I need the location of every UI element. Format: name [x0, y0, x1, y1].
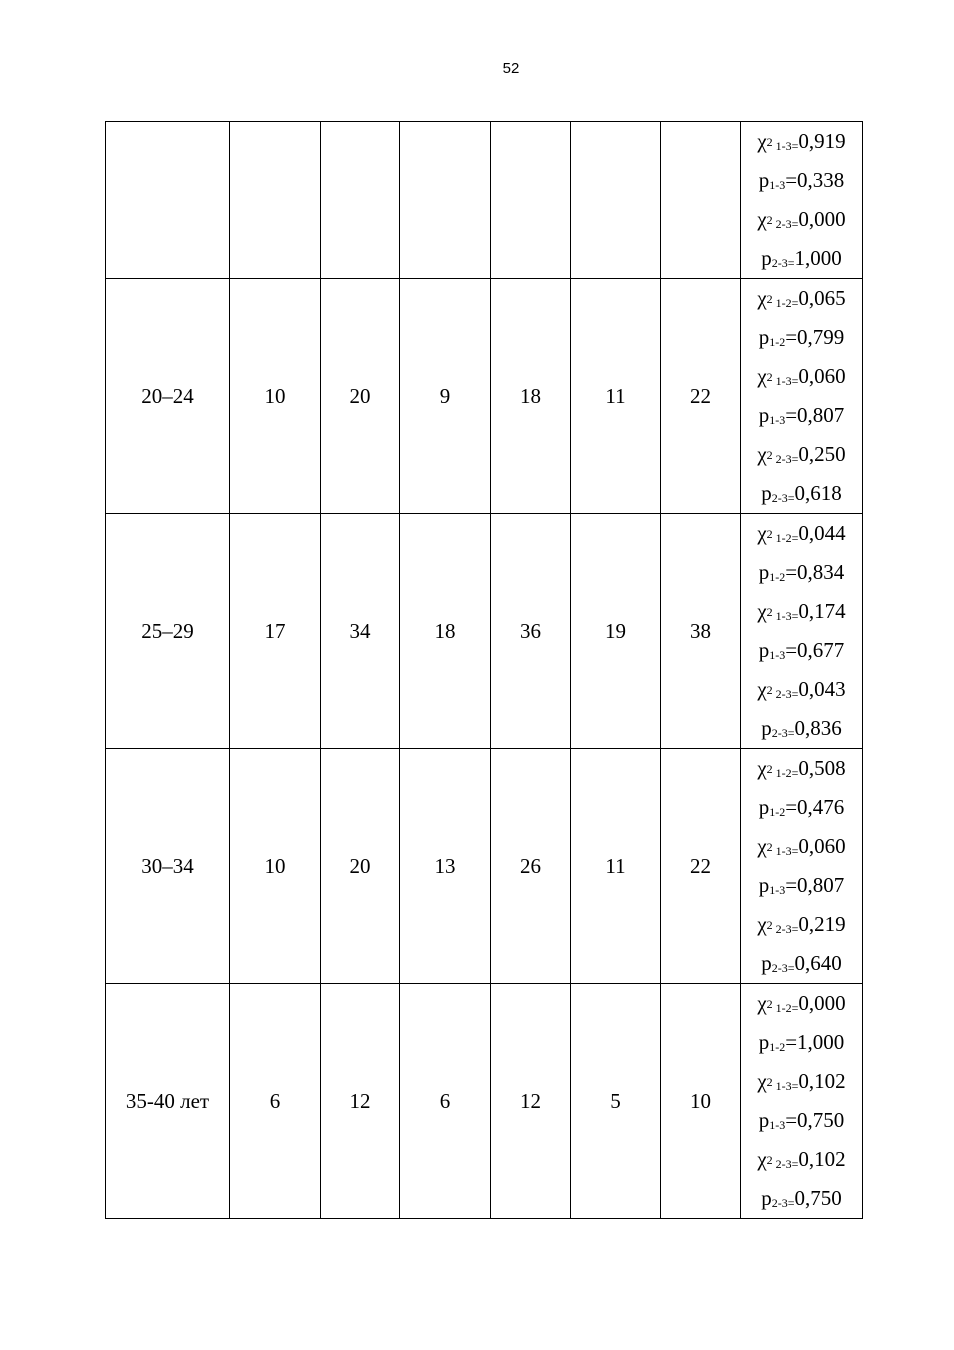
stat-symbol: p	[758, 795, 770, 819]
value-cell: 10	[661, 984, 741, 1219]
stat-subscript: 1-2	[769, 335, 786, 349]
stat-superscript: 2	[766, 1153, 773, 1167]
stat-symbol: χ	[757, 129, 767, 153]
stat-superscript: 2	[766, 527, 773, 541]
stat-subscript: 1-3	[769, 883, 786, 897]
stat-subscript: 1-2=	[772, 1001, 799, 1015]
value-cell: 10	[230, 749, 321, 984]
stat-value: =0,750	[785, 1108, 845, 1132]
table-row	[106, 279, 863, 514]
stat-value: 0,065	[798, 286, 846, 310]
stat-line	[741, 984, 862, 1023]
stat-superscript: 2	[766, 840, 773, 854]
stat-line	[741, 553, 862, 592]
stat-line	[741, 670, 862, 709]
stat-symbol: χ	[757, 1069, 767, 1093]
value-cell: 12	[321, 984, 400, 1219]
stat-line	[741, 279, 862, 318]
value-cell: 18	[491, 279, 571, 514]
stat-symbol: χ	[757, 756, 767, 780]
stat-subscript: 1-3=	[772, 844, 799, 858]
value-cell	[661, 122, 741, 279]
stat-line	[741, 357, 862, 396]
row-label: 25–29	[141, 618, 194, 643]
stat-value: 0,102	[798, 1069, 846, 1093]
value-cell: 38	[661, 514, 741, 749]
stat-value: 0,250	[798, 442, 846, 466]
stat-line	[741, 749, 862, 788]
stat-value: 0,043	[798, 677, 846, 701]
stat-line	[741, 514, 862, 553]
value-cell: 22	[661, 749, 741, 984]
stat-symbol: χ	[757, 364, 767, 388]
stat-line	[741, 239, 862, 278]
row-label: 20–24	[141, 383, 194, 408]
value-cell: 10	[230, 279, 321, 514]
value-cell: 13	[400, 749, 491, 984]
stat-superscript: 2	[766, 448, 773, 462]
stat-superscript: 2	[766, 762, 773, 776]
stat-value: 0,044	[798, 521, 846, 545]
stat-symbol: p	[761, 951, 772, 975]
stat-subscript: 1-3=	[772, 139, 799, 153]
stat-superscript: 2	[766, 213, 773, 227]
stat-line	[741, 866, 862, 905]
stat-symbol: p	[758, 1030, 770, 1054]
value-cell: 22	[661, 279, 741, 514]
stat-value: 0,000	[798, 991, 846, 1015]
stat-symbol: p	[761, 481, 772, 505]
stat-subscript: 2-3=	[771, 491, 795, 505]
value-cell: 9	[400, 279, 491, 514]
stat-line	[741, 592, 862, 631]
stat-value: =0,807	[785, 403, 845, 427]
row-label-cell	[106, 749, 230, 984]
stat-symbol: p	[758, 1108, 770, 1132]
stat-subscript: 2-3=	[771, 726, 795, 740]
stat-line	[741, 709, 862, 748]
stat-value: 0,219	[798, 912, 846, 936]
stat-superscript: 2	[766, 918, 773, 932]
stat-subscript: 1-3	[769, 413, 786, 427]
stat-symbol: χ	[757, 207, 767, 231]
stat-superscript: 2	[766, 292, 773, 306]
value-cell: 12	[491, 984, 571, 1219]
stat-superscript: 2	[766, 370, 773, 384]
value-cell	[400, 122, 491, 279]
stats-cell	[741, 122, 863, 279]
stat-subscript: 1-3=	[772, 1079, 799, 1093]
stat-subscript: 2-3=	[771, 1196, 795, 1210]
stat-symbol: χ	[757, 912, 767, 936]
stat-value: 0,508	[798, 756, 846, 780]
row-label-cell	[106, 122, 230, 279]
stat-line	[741, 788, 862, 827]
stat-line	[741, 396, 862, 435]
stat-line	[741, 435, 862, 474]
stat-value: 0,174	[798, 599, 846, 623]
stat-symbol: χ	[757, 286, 767, 310]
stats-cell	[741, 514, 863, 749]
stats-cell	[741, 749, 863, 984]
stat-symbol: χ	[757, 521, 767, 545]
stat-symbol: p	[758, 168, 770, 192]
stat-line	[741, 200, 862, 239]
value-cell: 19	[571, 514, 661, 749]
stat-value: =0,834	[785, 560, 845, 584]
stat-superscript: 2	[766, 1075, 773, 1089]
stat-subscript: 2-3=	[771, 256, 795, 270]
stat-line	[741, 318, 862, 357]
value-cell: 26	[491, 749, 571, 984]
row-label: 30–34	[141, 853, 194, 878]
stat-symbol: p	[758, 325, 770, 349]
stat-symbol: p	[758, 873, 770, 897]
stat-subscript: 2-3=	[772, 687, 799, 701]
value-cell	[491, 122, 571, 279]
stats-cell	[741, 984, 863, 1219]
stat-subscript: 1-2=	[772, 531, 799, 545]
value-cell: 17	[230, 514, 321, 749]
stat-line	[741, 161, 862, 200]
stat-value: 0,060	[798, 834, 846, 858]
stat-value: 1,000	[794, 246, 842, 270]
stat-symbol: χ	[757, 677, 767, 701]
value-cell: 34	[321, 514, 400, 749]
stat-value: 0,750	[794, 1186, 842, 1210]
value-cell: 6	[400, 984, 491, 1219]
stat-subscript: 1-2	[769, 805, 786, 819]
stat-symbol: p	[758, 560, 770, 584]
stat-value: =0,338	[785, 168, 845, 192]
stat-value: 0,919	[798, 129, 846, 153]
stat-superscript: 2	[766, 605, 773, 619]
table-row	[106, 984, 863, 1219]
value-cell	[321, 122, 400, 279]
stat-subscript: 2-3=	[772, 217, 799, 231]
stat-subscript: 1-3	[769, 1118, 786, 1132]
stat-subscript: 1-2=	[772, 296, 799, 310]
stat-value: 0,000	[798, 207, 846, 231]
row-label-cell	[106, 514, 230, 749]
stat-value: 0,618	[794, 481, 842, 505]
table-row	[106, 749, 863, 984]
stat-value: 0,060	[798, 364, 846, 388]
value-cell: 5	[571, 984, 661, 1219]
stat-symbol: χ	[757, 991, 767, 1015]
stat-line	[741, 1140, 862, 1179]
stat-subscript: 2-3=	[772, 452, 799, 466]
stat-line	[741, 1179, 862, 1218]
stat-value: =0,807	[785, 873, 845, 897]
stat-value: =0,476	[785, 795, 845, 819]
stat-subscript: 1-2=	[772, 766, 799, 780]
stat-superscript: 2	[766, 683, 773, 697]
value-cell: 11	[571, 279, 661, 514]
stats-cell	[741, 279, 863, 514]
stat-symbol: χ	[757, 599, 767, 623]
stat-line	[741, 944, 862, 983]
stat-subscript: 2-3=	[772, 922, 799, 936]
stat-subscript: 1-3	[769, 648, 786, 662]
stat-subscript: 2-3=	[771, 961, 795, 975]
stat-symbol: p	[758, 638, 770, 662]
stat-symbol: χ	[757, 834, 767, 858]
table-row	[106, 122, 863, 279]
stat-line	[741, 122, 862, 161]
value-cell: 20	[321, 749, 400, 984]
stat-superscript: 2	[766, 135, 773, 149]
row-label-cell	[106, 279, 230, 514]
stat-value: =1,000	[785, 1030, 845, 1054]
row-label: 35-40 лет	[125, 1088, 210, 1113]
stat-superscript: 2	[766, 997, 773, 1011]
stat-symbol: p	[761, 716, 772, 740]
stat-line	[741, 1062, 862, 1101]
value-cell: 36	[491, 514, 571, 749]
stat-subscript: 1-3=	[772, 609, 799, 623]
stat-subscript: 2-3=	[772, 1157, 799, 1171]
stat-subscript: 1-2	[769, 570, 786, 584]
value-cell	[230, 122, 321, 279]
stat-symbol: χ	[757, 1147, 767, 1171]
stat-value: =0,799	[785, 325, 845, 349]
value-cell: 6	[230, 984, 321, 1219]
stat-value: 0,640	[794, 951, 842, 975]
stat-subscript: 1-3=	[772, 374, 799, 388]
stat-subscript: 1-3	[769, 178, 786, 192]
value-cell: 20	[321, 279, 400, 514]
row-label-cell	[106, 984, 230, 1219]
stat-symbol: p	[758, 403, 770, 427]
table-row	[106, 514, 863, 749]
value-cell	[571, 122, 661, 279]
stat-symbol: p	[761, 1186, 772, 1210]
page-number: 52	[502, 60, 520, 77]
value-cell: 11	[571, 749, 661, 984]
value-cell: 18	[400, 514, 491, 749]
stat-value: 0,836	[794, 716, 842, 740]
stat-subscript: 1-2	[769, 1040, 786, 1054]
stat-symbol: χ	[757, 442, 767, 466]
stat-line	[741, 631, 862, 670]
stat-line	[741, 827, 862, 866]
stat-line	[741, 474, 862, 513]
stat-value: =0,677	[785, 638, 845, 662]
stat-line	[741, 1101, 862, 1140]
stat-line	[741, 1023, 862, 1062]
data-table	[105, 121, 863, 1219]
stat-line	[741, 905, 862, 944]
stat-value: 0,102	[798, 1147, 846, 1171]
stat-symbol: p	[761, 246, 772, 270]
